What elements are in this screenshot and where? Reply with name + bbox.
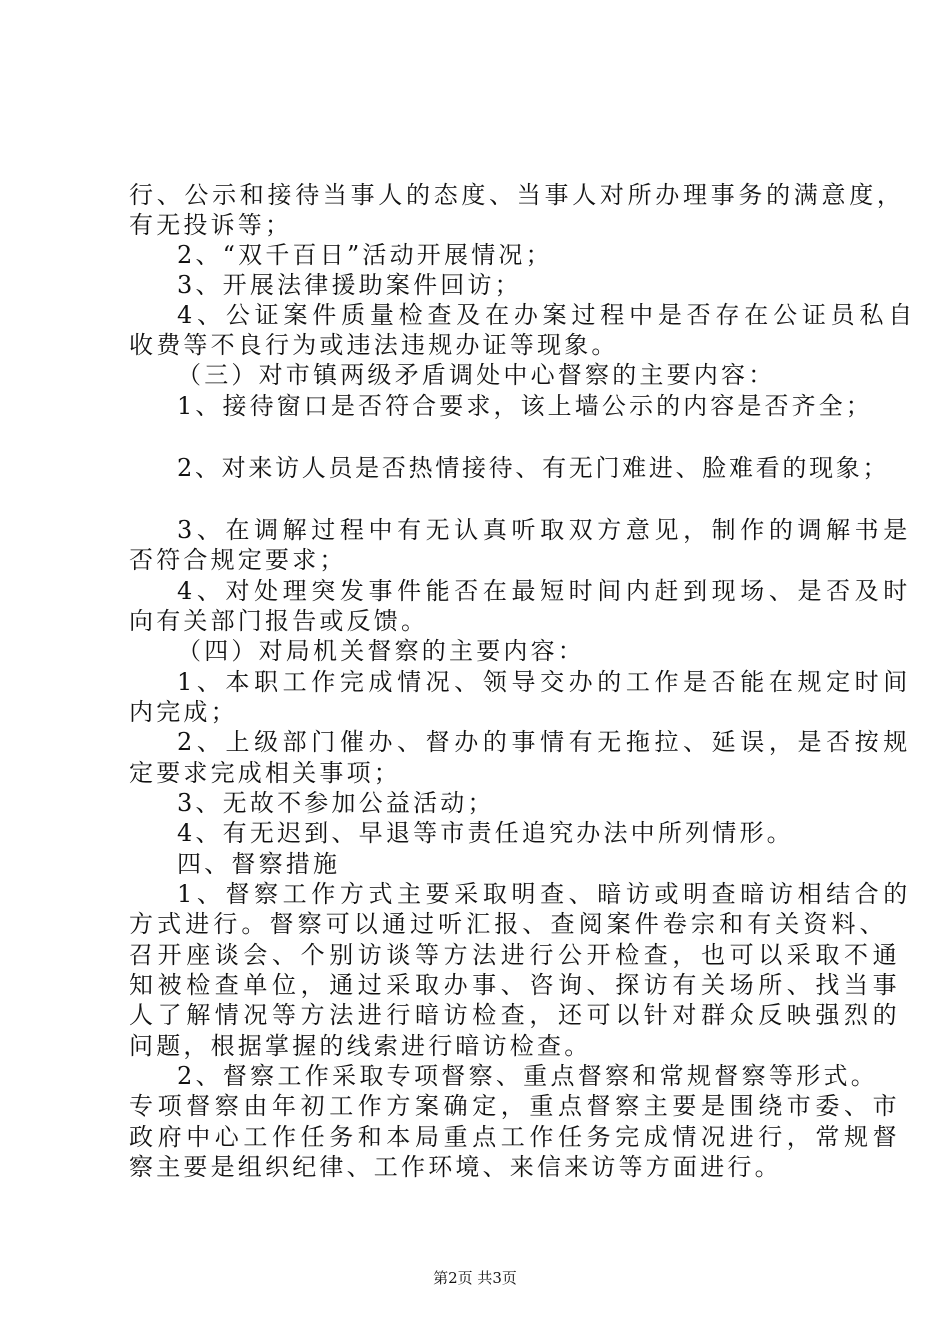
text-line: 2、上级部门催办、督办的事情有无拖拉、延误，是否按规 xyxy=(177,728,912,756)
section-heading: 四、督察措施 xyxy=(177,850,341,878)
text-line: 3、无故不参加公益活动； xyxy=(177,789,495,817)
text-line: 定要求完成相关事项； xyxy=(129,759,401,787)
text-line: 人了解情况等方法进行暗访检查，还可以针对群众反映强烈的 xyxy=(129,1001,902,1029)
text-line: 2、对来访人员是否热情接待、有无门难进、脸难看的现象； xyxy=(177,454,890,482)
text-line: 1、本职工作完成情况、领导交办的工作是否能在规定时间 xyxy=(177,668,912,696)
text-line: 知被检查单位，通过采取办事、咨询、探访有关场所、找当事 xyxy=(129,971,902,999)
text-line: 向有关部门报告或反馈。 xyxy=(129,607,429,635)
text-line: 2、“双千百日”活动开展情况； xyxy=(177,241,553,269)
text-line: 行、公示和接待当事人的态度、当事人对所办理事务的满意度， xyxy=(129,181,905,209)
text-line: 召开座谈会、个别访谈等方法进行公开检查，也可以采取不通 xyxy=(129,941,902,969)
text-line: 3、在调解过程中有无认真听取双方意见，制作的调解书是 xyxy=(177,516,912,544)
text-line: 1、接待窗口是否符合要求，该上墙公示的内容是否齐全； xyxy=(177,392,873,420)
text-line: 收费等不良行为或违法违规办证等现象。 xyxy=(129,331,619,359)
page-number-footer: 第2页 共3页 xyxy=(433,1269,517,1287)
text-line: 政府中心工作任务和本局重点工作任务完成情况进行，常规督 xyxy=(129,1123,902,1151)
text-line: 4、对处理突发事件能否在最短时间内赶到现场、是否及时 xyxy=(177,577,912,605)
text-line: 察主要是组织纪律、工作环境、来信来访等方面进行。 xyxy=(129,1153,782,1181)
text-line: （三）对市镇两级矛盾调处中心督察的主要内容： xyxy=(177,361,776,389)
text-line: 3、开展法律援助案件回访； xyxy=(177,271,522,299)
text-line: 2、督察工作采取专项督察、重点督察和常规督察等形式。 xyxy=(177,1062,879,1090)
text-line: 方式进行。督察可以通过听汇报、查阅案件卷宗和有关资料、 xyxy=(129,910,888,938)
text-line: 1、督察工作方式主要采取明查、暗访或明查暗访相结合的 xyxy=(177,880,912,908)
text-line: 否符合规定要求； xyxy=(129,546,347,574)
text-line: （四）对局机关督察的主要内容： xyxy=(177,637,585,665)
text-line: 问题，根据掌握的线索进行暗访检查。 xyxy=(129,1032,592,1060)
text-line: 内完成； xyxy=(129,698,238,726)
text-line: 有无投诉等； xyxy=(129,211,293,239)
text-line: 4、公证案件质量检查及在办案过程中是否存在公证员私自 xyxy=(177,301,918,329)
text-line: 专项督察由年初工作方案确定，重点督察主要是围绕市委、市 xyxy=(129,1092,902,1120)
text-line: 4、有无迟到、早退等市责任追究办法中所列情形。 xyxy=(177,819,794,847)
